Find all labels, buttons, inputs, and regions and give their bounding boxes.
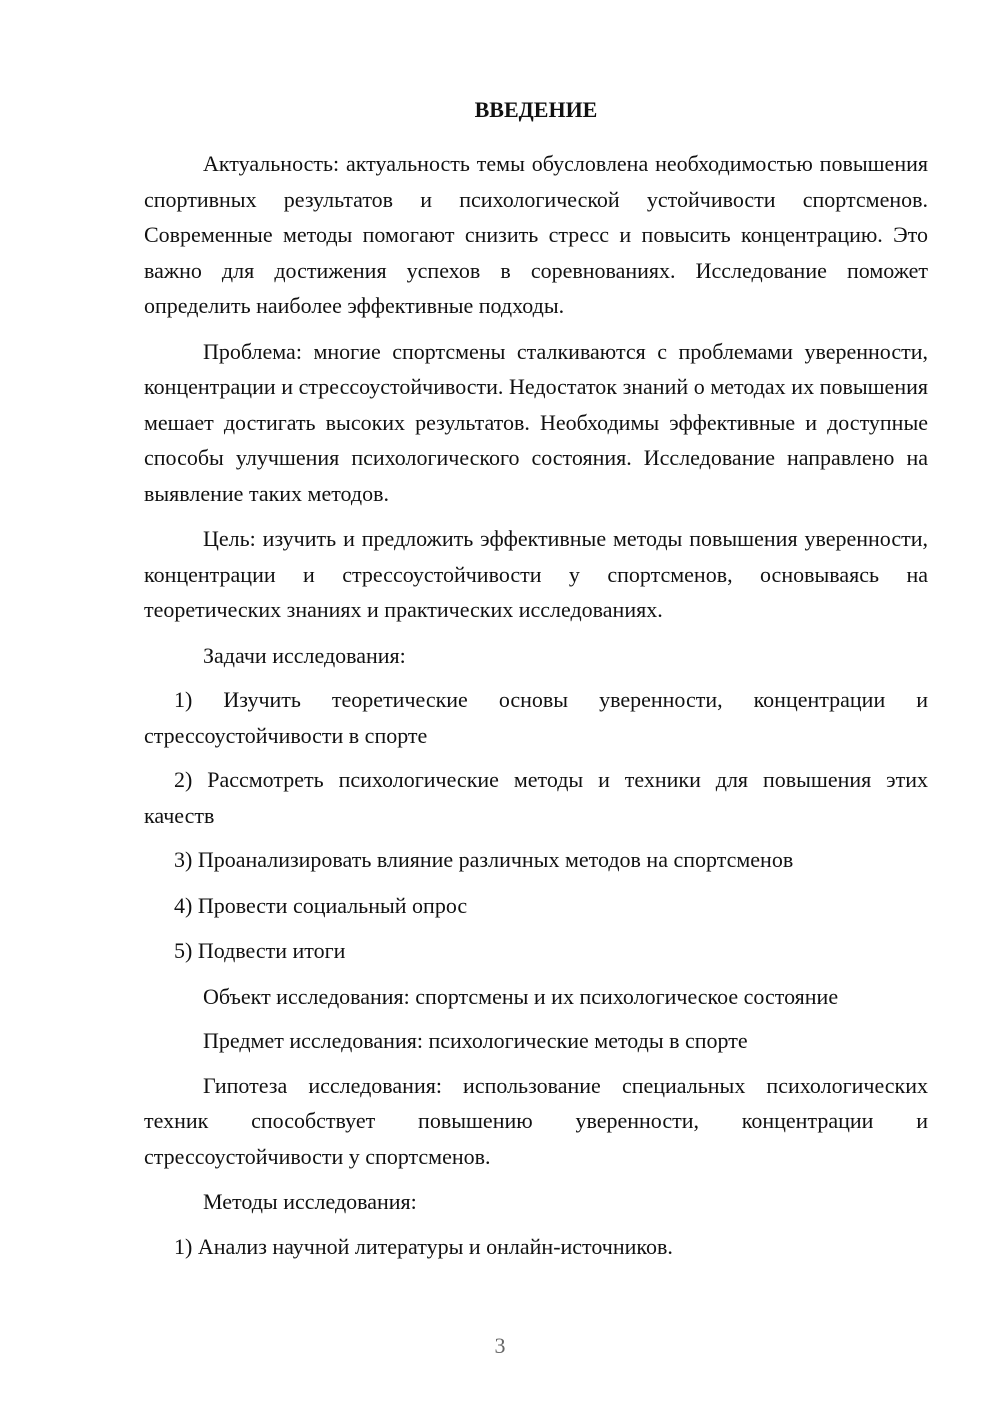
task-item: 5) Подвести итоги — [174, 938, 346, 963]
section-title: ВВЕДЕНИЕ — [474, 97, 598, 122]
research-object: Объект исследования: спортсмены и их психологическое состояние — [203, 983, 839, 1009]
research-subject: Предмет исследования: психологические методы в спорте — [203, 1028, 748, 1053]
tasks-heading: Задачи исследования: — [203, 642, 406, 668]
hypothesis-paragraph: Гипотеза исследования: использование специальных психологических техник способствует повышению уверенности, концентрации и стрессоустойчивости у спортсменов. — [144, 1072, 928, 1169]
problem-paragraph: Проблема: многие спортсмены сталкиваются с проблемами уверенности, концентрации и стрессоустойчивости. Недостаток знаний о методах их повышения мешает достигать высоких результатов. Необходимы эффективные и доступные способы улучшения психологического состояния. Исследование направлено на выявление таких методов. — [144, 338, 928, 506]
goal-paragraph: Цель: изучить и предложить эффективные методы повышения уверенности, концентрации и стрессоустойчивости у спортсменов, основываясь на теоретических знаниях и практических исследованиях. — [144, 526, 928, 622]
task-item: 1) Изучить теоретические основы уверенности, концентрации и стрессоустойчивости в спорте — [144, 687, 928, 748]
page-content — [144, 96, 928, 1274]
method-item: 1) Анализ научной литературы и онлайн-источников. — [174, 1233, 673, 1259]
task-item: 2) Рассмотреть психологические методы и техники для повышения этих качеств — [144, 767, 928, 828]
task-item: 4) Провести социальный опрос — [174, 892, 468, 918]
task-item: 3) Проанализировать влияние различных методов на спортсменов — [174, 847, 794, 872]
relevance-paragraph: Актуальность: актуальность темы обусловлена необходимостью повышения спортивных результатов и психологической устойчивости спортсменов. Современные методы помогают снизить стресс и повысить концентрацию. Это важно для достижения успехов в соревнованиях. Исследование поможет определить наиболее эффективные подходы. — [144, 151, 928, 318]
page-number: 3 — [494, 1333, 506, 1358]
methods-heading: Методы исследования: — [203, 1189, 417, 1214]
